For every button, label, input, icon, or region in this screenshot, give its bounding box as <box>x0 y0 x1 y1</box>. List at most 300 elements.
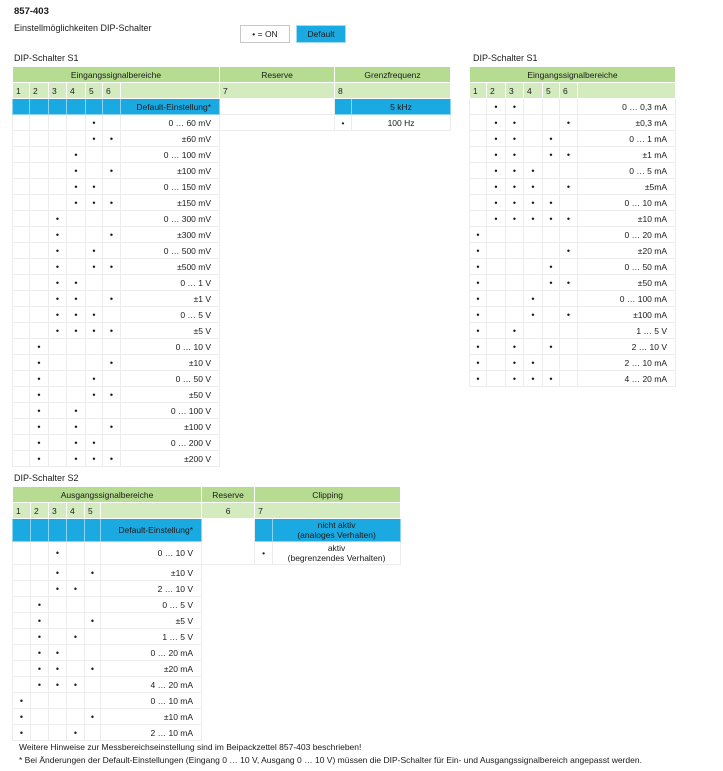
switch-cell <box>543 323 560 339</box>
on-dot: • <box>37 679 42 690</box>
on-dot: • <box>512 213 517 224</box>
switch-cell <box>67 613 85 629</box>
on-dot: • <box>37 389 41 400</box>
range-value: 0 … 1 mA <box>578 131 676 147</box>
switch-cell <box>85 661 101 677</box>
switch-cell <box>524 99 543 115</box>
switch-cell <box>86 339 103 355</box>
switch-cell <box>543 227 560 243</box>
table-row <box>470 179 676 195</box>
switch-cell <box>49 259 67 275</box>
part-number: 857-403 <box>14 6 49 17</box>
switch-cell <box>67 227 86 243</box>
switch-cell <box>470 291 487 307</box>
switch-cell <box>30 403 49 419</box>
switch-cell <box>67 565 85 581</box>
table-row <box>470 211 676 227</box>
switch-cell <box>524 179 543 195</box>
table-row <box>13 387 451 403</box>
switch-cell <box>49 227 67 243</box>
on-dot: • <box>19 711 24 722</box>
on-dot: • <box>109 229 114 240</box>
switch-cell <box>560 323 578 339</box>
switch-cell <box>30 419 49 435</box>
switch-cell <box>524 275 543 291</box>
switch-cell <box>67 581 85 597</box>
switch-cell <box>560 227 578 243</box>
switch-cell <box>67 435 86 451</box>
range-value: 0 … 1 V <box>121 275 220 291</box>
switch-cell <box>524 163 543 179</box>
switch-cell <box>13 243 30 259</box>
switch-cell <box>470 131 487 147</box>
s1-header-spacer <box>121 83 220 99</box>
switch-cell <box>86 115 103 131</box>
switch-cell <box>524 291 543 307</box>
on-dot: • <box>37 599 42 610</box>
s2-group-clip-header: Clipping <box>255 487 401 503</box>
switch-cell <box>13 613 31 629</box>
on-dot: • <box>74 453 78 464</box>
table-row <box>470 227 676 243</box>
clip-value <box>273 542 401 565</box>
on-dot: • <box>55 277 60 288</box>
switch-cell <box>49 275 67 291</box>
switch-cell <box>543 259 560 275</box>
s1-switch-number: 6 <box>103 83 121 99</box>
switch-cell <box>86 227 103 243</box>
switch-cell <box>85 597 101 613</box>
switch-cell <box>86 419 103 435</box>
range-value: 0 … 50 V <box>121 371 220 387</box>
on-dot: • <box>476 261 480 272</box>
switch-cell <box>524 339 543 355</box>
on-dot: • <box>109 421 114 432</box>
s2-switch-number: 5 <box>85 503 101 519</box>
switch-cell <box>103 419 121 435</box>
switch-cell <box>30 147 49 163</box>
on-dot: • <box>566 245 571 256</box>
on-dot: • <box>476 357 480 368</box>
switch-cell <box>506 371 524 387</box>
s1-voltage-table <box>12 66 451 467</box>
range-value: ±300 mV <box>121 227 220 243</box>
s2-group-output-header: Ausgangssignalbereiche <box>13 487 202 503</box>
switch-cell <box>67 147 86 163</box>
on-dot: • <box>55 567 60 578</box>
on-dot: • <box>109 261 114 272</box>
on-dot: • <box>512 117 517 128</box>
range-value: ±20 mA <box>101 661 202 677</box>
table-row <box>13 179 451 195</box>
switch-cell <box>560 307 578 323</box>
switch-cell <box>543 275 560 291</box>
switch-cell <box>67 131 86 147</box>
table-row <box>470 355 676 371</box>
switch-cell <box>86 275 103 291</box>
switch-cell <box>487 115 506 131</box>
switch-cell <box>49 131 67 147</box>
switch-cell <box>13 387 30 403</box>
switch-cell <box>560 99 578 115</box>
switch-cell <box>103 195 121 211</box>
range-value: 0 … 20 mA <box>578 227 676 243</box>
range-value: ±5mA <box>578 179 676 195</box>
switch-cell <box>30 259 49 275</box>
switch-cell <box>543 211 560 227</box>
switch-cell <box>67 693 85 709</box>
table-row <box>470 147 676 163</box>
switch-cell <box>470 163 487 179</box>
switch-cell <box>103 435 121 451</box>
switch-cell <box>13 581 31 597</box>
on-dot: • <box>566 117 571 128</box>
s2-switch-number: 3 <box>49 503 67 519</box>
switch-cell <box>103 179 121 195</box>
s2-switch-number: 1 <box>13 503 31 519</box>
switch-cell <box>85 613 101 629</box>
on-dot: • <box>494 181 498 192</box>
switch-cell <box>470 323 487 339</box>
switch-cell <box>30 275 49 291</box>
switch-cell <box>103 211 121 227</box>
on-dot: • <box>494 213 498 224</box>
on-dot: • <box>494 165 498 176</box>
legend-default: Default <box>296 25 346 43</box>
switch-cell <box>30 115 49 131</box>
table-row <box>470 99 676 115</box>
switch-cell <box>524 115 543 131</box>
switch-cell <box>560 163 578 179</box>
table-row <box>470 339 676 355</box>
switch-cell <box>49 195 67 211</box>
s2-clip-number: 7 <box>255 503 401 519</box>
switch-cell <box>30 163 49 179</box>
switch-cell <box>543 131 560 147</box>
range-value: 0 … 100 mV <box>121 147 220 163</box>
switch-cell <box>86 163 103 179</box>
switch-cell <box>85 645 101 661</box>
on-dot: • <box>512 133 517 144</box>
switch-cell <box>67 291 86 307</box>
table-row <box>13 451 451 467</box>
table-row <box>13 565 401 581</box>
s1a-switch-number: 4 <box>524 83 543 99</box>
on-dot: • <box>90 711 95 722</box>
on-dot: • <box>92 325 96 336</box>
switch-cell <box>506 307 524 323</box>
on-dot: • <box>549 197 553 208</box>
switch-cell <box>30 451 49 467</box>
freq-switch-cell: • <box>335 115 352 131</box>
table-row <box>13 629 401 645</box>
on-dot: • <box>90 615 95 626</box>
table-row <box>13 355 451 371</box>
table-row <box>13 259 451 275</box>
switch-cell <box>487 259 506 275</box>
switch-cell <box>67 709 85 725</box>
switch-cell <box>67 163 86 179</box>
s1-group-freq-header: Grenzfrequenz <box>335 67 451 83</box>
s1a-switch-number: 5 <box>543 83 560 99</box>
on-dot: • <box>512 181 517 192</box>
on-dot: • <box>37 453 41 464</box>
table-row <box>470 323 676 339</box>
on-dot: • <box>512 101 517 112</box>
s2-switch-number: 4 <box>67 503 85 519</box>
switch-cell <box>13 542 31 565</box>
switch-cell <box>470 355 487 371</box>
on-dot: • <box>37 615 42 626</box>
on-dot: • <box>73 583 78 594</box>
on-dot: • <box>37 405 41 416</box>
switch-cell <box>543 339 560 355</box>
on-dot: • <box>92 197 96 208</box>
switch-cell <box>524 227 543 243</box>
switch-cell <box>506 243 524 259</box>
on-dot: • <box>531 181 535 192</box>
table-row <box>13 645 401 661</box>
switch-cell <box>49 243 67 259</box>
table-row <box>470 371 676 387</box>
switch-cell <box>49 147 67 163</box>
switch-cell <box>470 275 487 291</box>
switch-cell <box>524 355 543 371</box>
table-row <box>13 403 451 419</box>
range-value: 2 … 10 mA <box>101 725 202 741</box>
switch-cell <box>13 147 30 163</box>
switch-cell <box>487 355 506 371</box>
switch-cell <box>30 227 49 243</box>
switch-cell <box>67 387 86 403</box>
range-value: ±150 mV <box>121 195 220 211</box>
table-row <box>13 147 451 163</box>
on-dot: • <box>566 277 571 288</box>
switch-cell <box>67 259 86 275</box>
switch-cell <box>13 211 30 227</box>
switch-cell <box>13 565 31 581</box>
on-dot: • <box>74 149 78 160</box>
switch-cell <box>524 211 543 227</box>
on-dot: • <box>55 325 60 336</box>
on-dot: • <box>92 373 96 384</box>
on-dot: • <box>109 197 114 208</box>
switch-cell <box>86 323 103 339</box>
switch-cell <box>67 419 86 435</box>
on-dot: • <box>512 325 517 336</box>
switch-cell <box>470 195 487 211</box>
s2-default-clip <box>273 519 401 542</box>
switch-cell <box>560 355 578 371</box>
clip-value-line2: (begrenzendes Verhalten) <box>287 553 386 563</box>
switch-cell <box>543 291 560 307</box>
s2-header-spacer <box>101 503 202 519</box>
on-dot: • <box>549 261 553 272</box>
on-dot: • <box>92 389 96 400</box>
switch-cell <box>560 291 578 307</box>
switch-cell <box>543 195 560 211</box>
on-dot: • <box>109 325 114 336</box>
range-value: ±200 V <box>121 451 220 467</box>
switch-cell <box>67 451 86 467</box>
on-dot: • <box>55 583 60 594</box>
s1a-switch-number: 3 <box>506 83 524 99</box>
s1-current-table <box>469 66 676 387</box>
switch-cell <box>85 629 101 645</box>
on-dot: • <box>37 373 41 384</box>
switch-cell <box>103 275 121 291</box>
s2-table <box>12 486 401 741</box>
switch-cell <box>543 147 560 163</box>
switch-cell <box>85 677 101 693</box>
range-value: 0 … 10 mA <box>578 195 676 211</box>
switch-cell <box>13 645 31 661</box>
on-dot: • <box>55 679 60 690</box>
table-row <box>13 725 401 741</box>
on-dot: • <box>90 567 95 578</box>
table-row <box>470 259 676 275</box>
switch-cell <box>67 323 86 339</box>
switch-cell <box>31 693 49 709</box>
switch-cell <box>31 645 49 661</box>
clip-switch-cell: • <box>255 542 273 565</box>
switch-cell <box>30 371 49 387</box>
on-dot: • <box>73 631 78 642</box>
switch-cell <box>86 179 103 195</box>
switch-cell <box>85 709 101 725</box>
on-dot: • <box>512 197 517 208</box>
on-dot: • <box>74 421 78 432</box>
on-dot: • <box>74 405 78 416</box>
on-dot: • <box>55 663 60 674</box>
on-dot: • <box>549 133 553 144</box>
s2-reserve-number: 6 <box>202 503 255 519</box>
range-value: ±60 mV <box>121 131 220 147</box>
on-dot: • <box>476 229 480 240</box>
switch-cell <box>103 387 121 403</box>
on-dot: • <box>92 437 96 448</box>
switch-cell <box>103 227 121 243</box>
switch-cell <box>31 597 49 613</box>
table-row <box>470 115 676 131</box>
switch-cell <box>85 693 101 709</box>
switch-cell <box>543 243 560 259</box>
switch-cell <box>30 211 49 227</box>
table-row <box>470 195 676 211</box>
table-row <box>13 597 401 613</box>
switch-cell <box>560 115 578 131</box>
switch-cell <box>506 195 524 211</box>
switch-cell <box>30 195 49 211</box>
switch-cell <box>487 227 506 243</box>
on-dot: • <box>74 181 78 192</box>
switch-cell <box>13 259 30 275</box>
switch-cell <box>67 597 85 613</box>
switch-cell <box>67 195 86 211</box>
on-dot: • <box>92 181 96 192</box>
switch-cell <box>30 131 49 147</box>
on-dot: • <box>109 453 114 464</box>
switch-cell <box>49 581 67 597</box>
switch-cell <box>103 323 121 339</box>
switch-cell <box>103 371 121 387</box>
on-dot: • <box>73 727 78 738</box>
switch-cell <box>49 693 67 709</box>
range-value: ±100 mA <box>578 307 676 323</box>
on-dot: • <box>37 421 41 432</box>
switch-cell <box>67 179 86 195</box>
on-dot: • <box>19 727 24 738</box>
switch-cell <box>560 195 578 211</box>
switch-cell <box>49 725 67 741</box>
range-value: 2 … 10 V <box>578 339 676 355</box>
switch-cell <box>487 163 506 179</box>
range-value: 0 … 10 V <box>101 542 202 565</box>
s1a-switch-number: 2 <box>487 83 506 99</box>
switch-cell <box>506 227 524 243</box>
on-dot: • <box>74 309 78 320</box>
on-dot: • <box>73 679 78 690</box>
switch-cell <box>13 179 30 195</box>
switch-cell <box>49 291 67 307</box>
switch-cell <box>67 371 86 387</box>
switch-cell <box>85 725 101 741</box>
switch-cell <box>506 339 524 355</box>
switch-cell <box>524 131 543 147</box>
switch-cell <box>524 371 543 387</box>
table-row <box>13 677 401 693</box>
on-dot: • <box>109 165 114 176</box>
switch-cell <box>560 275 578 291</box>
switch-cell <box>49 387 67 403</box>
switch-cell <box>30 179 49 195</box>
switch-cell <box>67 725 85 741</box>
s1-switch-number: 2 <box>30 83 49 99</box>
switch-cell <box>67 542 85 565</box>
on-dot: • <box>37 631 42 642</box>
legend-on: • = ON <box>240 25 290 43</box>
switch-cell <box>67 115 86 131</box>
switch-cell <box>49 211 67 227</box>
switch-cell <box>506 275 524 291</box>
on-dot: • <box>476 373 480 384</box>
switch-cell <box>487 275 506 291</box>
switch-cell <box>13 275 30 291</box>
range-value: 4 … 20 mA <box>101 677 202 693</box>
switch-cell <box>86 307 103 323</box>
table-row <box>470 163 676 179</box>
table-row <box>13 339 451 355</box>
on-dot: • <box>92 245 96 256</box>
on-dot: • <box>549 213 553 224</box>
switch-cell <box>30 291 49 307</box>
switch-cell <box>524 147 543 163</box>
switch-cell <box>470 179 487 195</box>
range-value: ±10 mA <box>578 211 676 227</box>
on-dot: • <box>55 213 60 224</box>
table-row <box>13 195 451 211</box>
on-dot: • <box>55 261 60 272</box>
switch-cell <box>560 211 578 227</box>
s1-switch-number: 5 <box>86 83 103 99</box>
table-row <box>13 693 401 709</box>
switch-cell <box>67 645 85 661</box>
on-dot: • <box>494 117 498 128</box>
on-dot: • <box>55 548 60 558</box>
switch-cell <box>85 581 101 597</box>
on-dot: • <box>55 229 60 240</box>
switch-cell <box>103 291 121 307</box>
